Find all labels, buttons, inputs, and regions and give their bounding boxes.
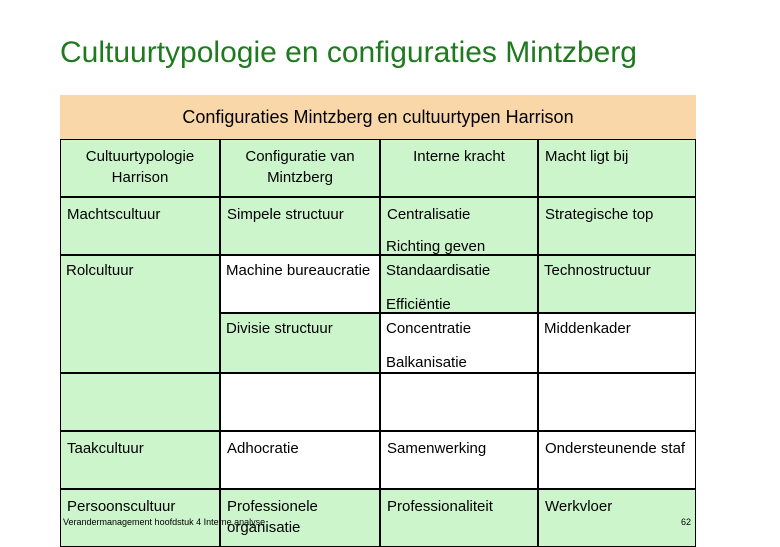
row-5-col-3-text-2: Balkanisatie xyxy=(386,354,467,371)
row-10-col-1b xyxy=(60,373,220,431)
row-5-col-4-text: Ondersteunende staf xyxy=(538,431,696,489)
row-4-col-4 xyxy=(538,373,696,431)
row-4-col-2 xyxy=(220,373,380,431)
row-1-col-3: Centralisatie xyxy=(380,197,538,255)
row-4-col-4-text: Middenkader xyxy=(544,320,631,337)
footer-left: Verandermanagement hoofdstuk 4 Interne analyse xyxy=(63,517,266,527)
column-header-1-text: Cultuurtypologie Harrison xyxy=(85,148,195,186)
column-header-4-text: Macht ligt bij xyxy=(545,148,629,165)
row-4-col-3 xyxy=(380,373,538,431)
row-6-col-1-text: Persoonscultuur xyxy=(60,489,220,547)
row-2-col-3-text: Richting geven xyxy=(386,238,486,255)
column-header-1 xyxy=(60,139,220,197)
footer-right: 62 xyxy=(681,517,692,527)
column-header-3 xyxy=(380,139,538,197)
row-4-col-2-text: Divisie structuur xyxy=(226,320,333,337)
column-header-4 xyxy=(538,139,696,197)
page-title: Cultuurtypologie en configuraties Mintzberg xyxy=(60,36,637,69)
row-1-col-2: Simpele structuur xyxy=(220,197,380,255)
column-header-3-text: Interne kracht xyxy=(413,148,505,165)
row-6-col-3-text: Professionaliteit xyxy=(380,489,538,547)
column-header-2 xyxy=(220,139,380,197)
row-5-col-3-text: Samenwerking xyxy=(380,431,538,489)
column-header-2-text: Configuratie van Mintzberg xyxy=(245,148,355,186)
row-3-col-1-text: Rolcultuur xyxy=(66,262,134,279)
row-5-col-1-text: Taakcultuur xyxy=(60,431,220,489)
row-3-col-4-text: Technostructuur xyxy=(544,262,651,279)
row-6-col-2-text: Professionele organisatie xyxy=(220,489,380,547)
row-1-col-1: Machtscultuur xyxy=(60,197,220,255)
table-header: Configuraties Mintzberg en cultuurtypen Harrison xyxy=(60,95,696,139)
row-1-col-4: Strategische top xyxy=(538,197,696,255)
row-3-col-2-text: Machine bureaucratie xyxy=(226,262,371,279)
row-4-col-3-text: Efficiëntie xyxy=(386,296,451,313)
row-4-col-3-text-2: Concentratie xyxy=(386,320,472,337)
row-6-col-4-text: Werkvloer xyxy=(538,489,696,547)
row-3-col-3-text: Standaardisatie xyxy=(386,262,491,279)
row-5-col-2-text: Adhocratie xyxy=(220,431,380,489)
